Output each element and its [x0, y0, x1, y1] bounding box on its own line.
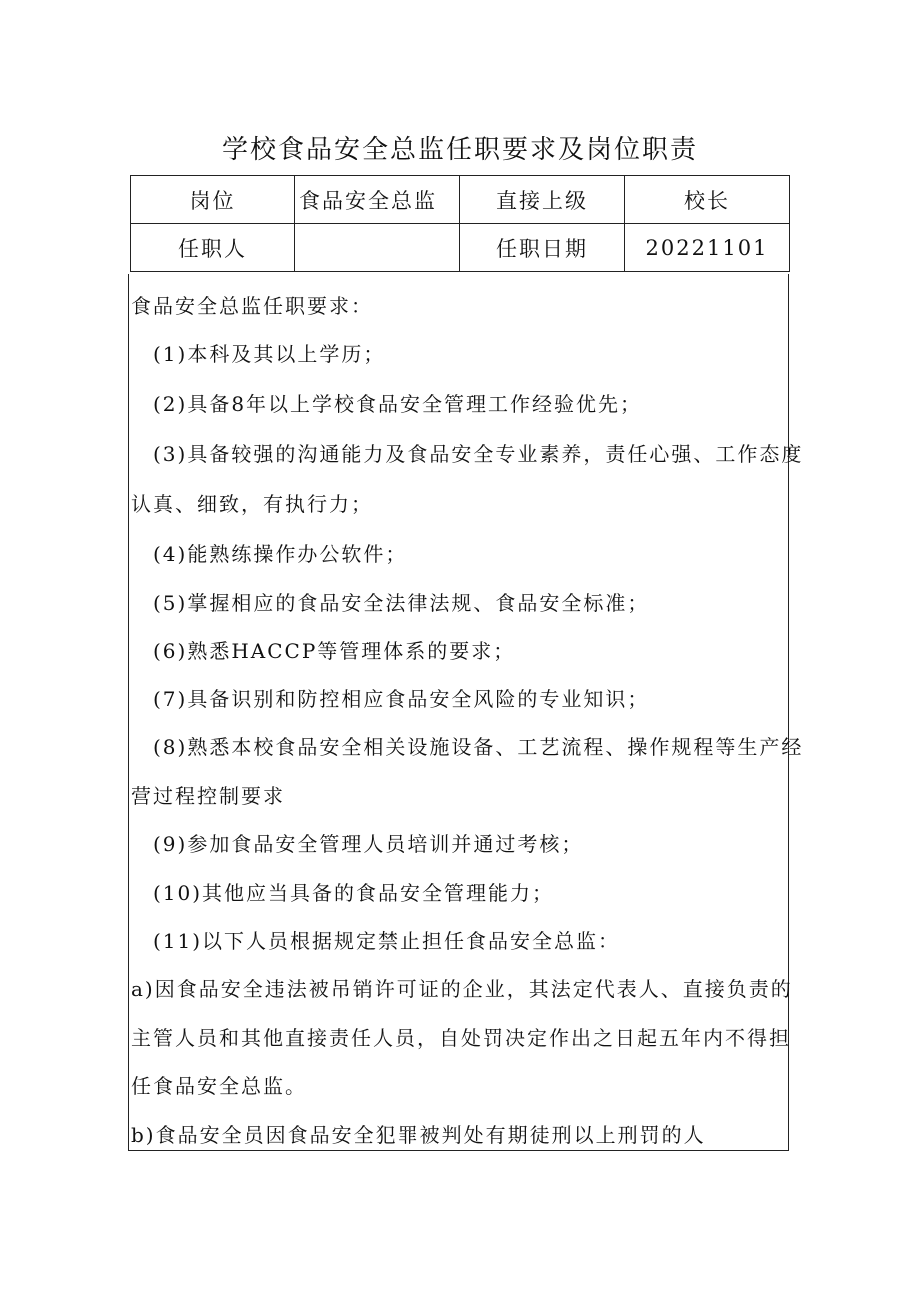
- requirement-item: (9)参加食品安全管理人员培训并通过考核；: [153, 832, 584, 856]
- holder-label: 任职人: [131, 224, 295, 272]
- requirement-item: (11)以下人员根据规定禁止担任食品安全总监：: [153, 929, 621, 953]
- position-value: 食品安全总监: [295, 176, 460, 224]
- document-title: 学校食品安全总监任职要求及岗位职责: [221, 135, 698, 165]
- table-row: [131, 224, 790, 272]
- requirements-heading: 食品安全总监任职要求：: [131, 294, 373, 318]
- requirement-item: (7)具备识别和防控相应食品安全风险的专业知识；: [153, 687, 650, 711]
- requirement-item: (2)具备8年以上学校食品安全管理工作经验优先；: [153, 392, 643, 416]
- requirement-item: a)因食品安全违法被吊销许可证的企业，其法定代表人、直接负责的: [131, 977, 793, 1001]
- table-row: [131, 176, 790, 224]
- supervisor-label: 直接上级: [460, 176, 625, 224]
- requirement-item: (6)熟悉HACCP等管理体系的要求；: [153, 639, 516, 663]
- date-value: 20221101: [625, 224, 790, 272]
- requirement-item: 任食品安全总监。: [131, 1074, 307, 1098]
- supervisor-value: 校长: [625, 176, 790, 224]
- requirement-item: b)食品安全员因食品安全犯罪被判处有期徒刑以上刑罚的人: [131, 1123, 706, 1147]
- requirement-item: 认真、细致，有执行力；: [131, 492, 373, 516]
- holder-value: [295, 224, 460, 272]
- requirement-item: 主管人员和其他直接责任人员，自处罚决定作出之日起五年内不得担: [131, 1026, 791, 1050]
- requirement-item: (10)其他应当具备的食品安全管理能力；: [153, 881, 555, 905]
- requirement-item: (3)具备较强的沟通能力及食品安全专业素养，责任心强、工作态度: [153, 442, 804, 466]
- position-info-table: [130, 175, 790, 272]
- position-label: 岗位: [131, 176, 295, 224]
- date-label: 任职日期: [460, 224, 625, 272]
- requirement-item: 营过程控制要求: [131, 784, 285, 808]
- requirement-item: (8)熟悉本校食品安全相关设施设备、工艺流程、操作规程等生产经: [153, 735, 804, 759]
- requirement-item: (4)能熟练操作办公软件；: [153, 542, 408, 566]
- requirement-item: (1)本科及其以上学历；: [153, 342, 386, 366]
- requirement-item: (5)掌握相应的食品安全法律法规、食品安全标准；: [153, 591, 650, 615]
